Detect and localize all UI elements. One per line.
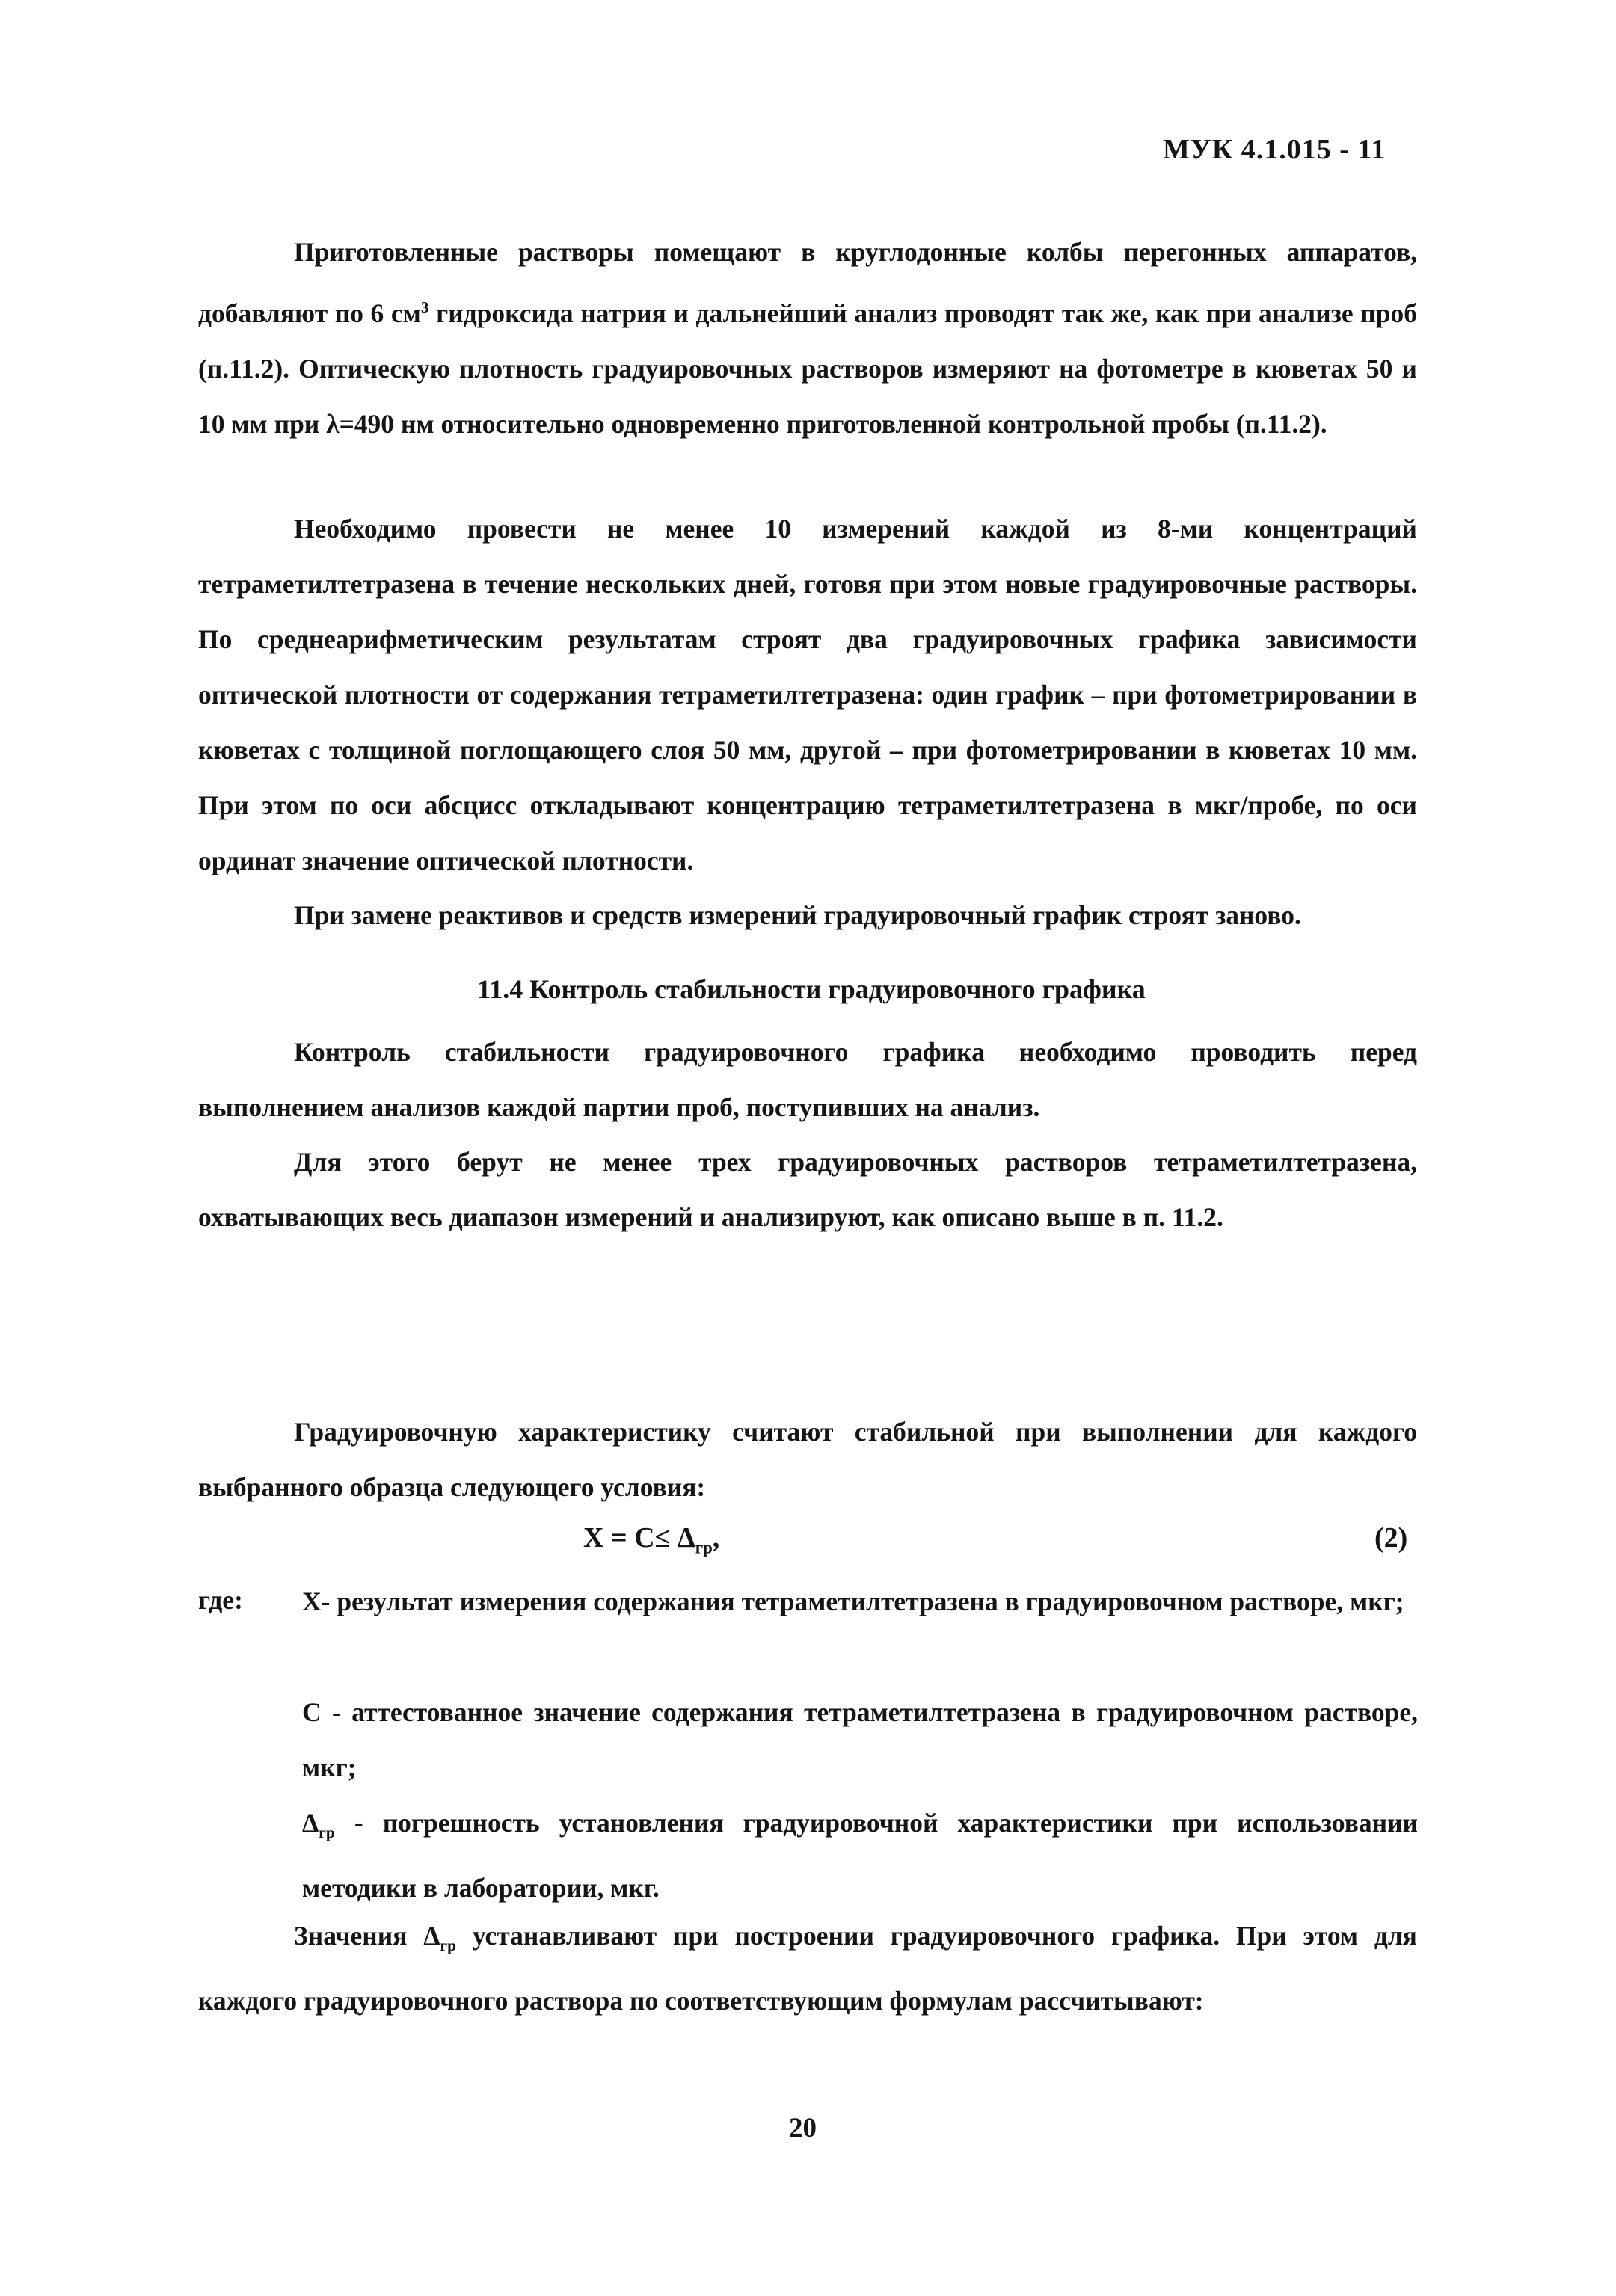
section-heading: 11.4 Контроль стабильности градуировочного графика bbox=[477, 974, 1146, 1004]
formula-number: (2) bbox=[1374, 1522, 1408, 1554]
paragraph-measurements: Необходимо провести не менее 10 измерений каждой из 8-ми концентраций тетраметилтетразена в течение нескольких дней, готовя при этом новые градуировочные растворы. По среднеарифметическим результатам строят два градуировочных графика зависимости оптической плотности от содержания тетраметилтетразена: один график – при фотометрировании в кюветах с толщиной поглощающего слоя 50 мм, другой – при фотометрировании в кюветах 10 мм. При этом по оси абсцисс откладывают концентрацию тетраметилтетразена в мкг/пробе, по оси ординат значение оптической плотности. bbox=[198, 514, 1417, 875]
definition-x: X- результат измерения содержания тетраметилтетразена в градуировочном растворе, мкг; bbox=[302, 1586, 1404, 1616]
paragraph-solutions: Для этого берут не менее трех градуировочных растворов тетраметилтетразена, охватывающих весь диапазон измерений и анализируют, как описано выше в п. 11.2. bbox=[198, 1147, 1417, 1232]
where-label: где: bbox=[198, 1585, 243, 1615]
definition-c: C - аттестованное значение содержания тетраметилтетразена в градуировочном растворе, мкг; bbox=[302, 1697, 1418, 1782]
formula: $X = C\le \Delta_{гр}$, bbox=[583, 1522, 720, 1557]
page-number: 20 bbox=[789, 2113, 817, 2143]
definition-delta: $\Delta_{гр}$ - погрешность установления градуировочной характеристики при использовании методики в лаборатории, мкг. bbox=[302, 1808, 1418, 1903]
paragraph-preparation: Приготовленные растворы помещают в круглодонные колбы перегонных аппаратов, добавляют по 6 $см^3$ гидроксида натрия и дальнейший анализ проводят так же, как при анализе проб (п.11.2). Оптическую плотность градуировочных растворов измеряют на фотометре в кюветах 50 и 10 мм при λ=490 нм относительно одновременно приготовленной контрольной пробы (п.11.2). bbox=[198, 237, 1417, 439]
paragraph-reagent-replacement: При замене реактивов и средств измерений градуировочный график строят заново. bbox=[294, 900, 1301, 930]
paragraph-condition: Градуировочную характеристику считают стабильной при выполнении для каждого выбранного образца следующего условия: bbox=[198, 1417, 1417, 1502]
paragraph-stability-control: Контроль стабильности градуировочного графика необходимо проводить перед выполнением анализов каждой партии проб, поступивших на анализ. bbox=[198, 1037, 1417, 1122]
document-code: МУК 4.1.015 - 11 bbox=[1163, 134, 1386, 165]
paragraph-delta-values: Значения $\Delta_{гр}$ устанавливают при построении градуировочного графика. При этом для каждого градуировочного раствора по соответствующим формулам рассчитывают: bbox=[198, 1921, 1417, 2016]
